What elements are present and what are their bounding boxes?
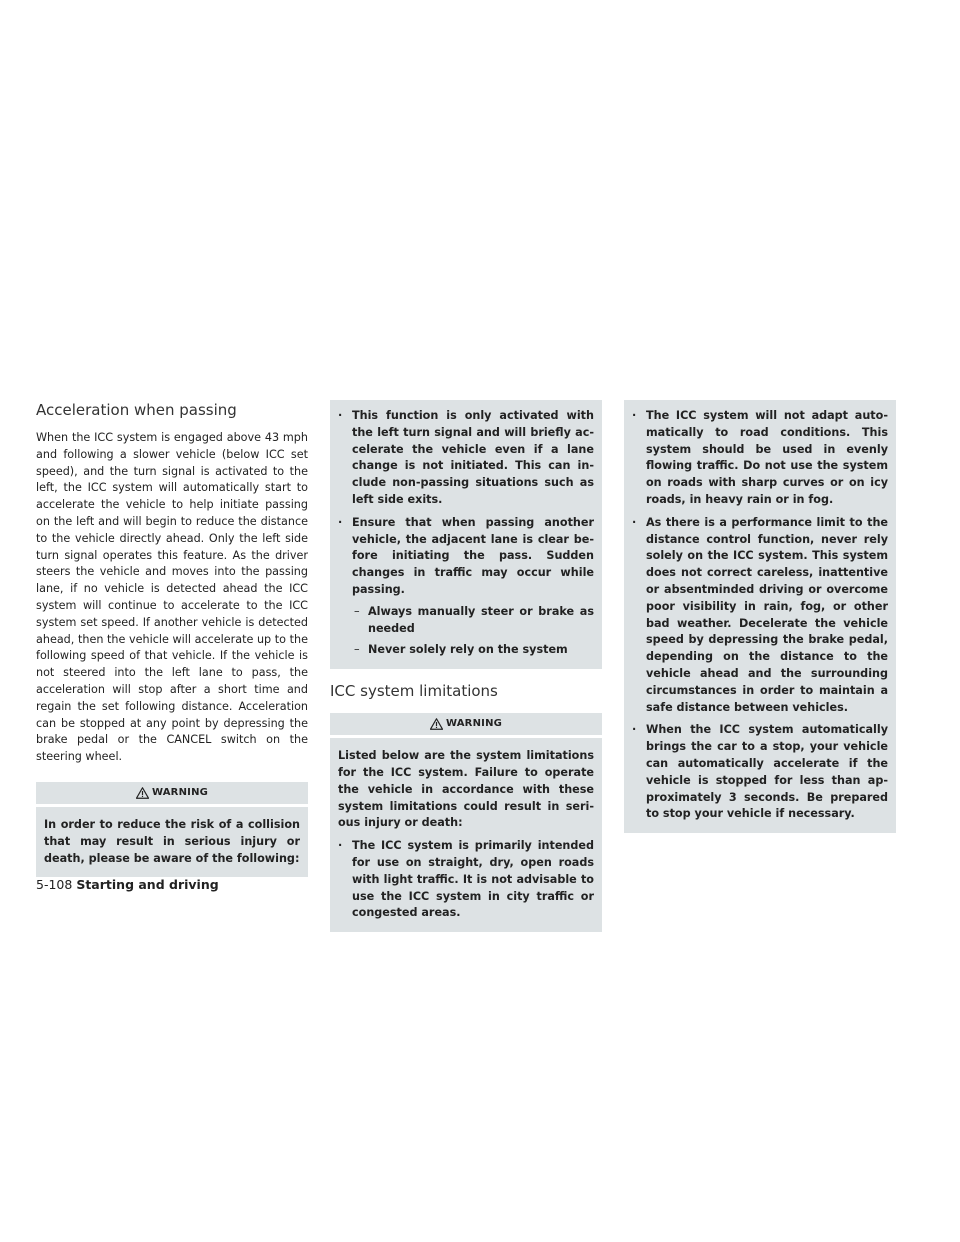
warning-body xyxy=(330,738,602,932)
column-right xyxy=(624,400,896,833)
warning-body xyxy=(330,400,602,669)
warning-bullet-text: The ICC system will not adapt automatically to road conditions. This system should be used in evenly flowing traffic. Do not use the system on roads with sharp curves or on icy roads, in heavy rain or in fog. xyxy=(646,409,888,506)
warning-header xyxy=(330,713,602,738)
warning-bullet-text: Ensure that when passing another vehicle, the adjacent lane is clear before initiating the pass. Sudden changes in traffic may occur while passing. xyxy=(352,515,594,596)
warning-intro: Listed below are the system limitations for the ICC system. Failure to operate the vehicle in accordance with these system limitations could result in serious injury or death: xyxy=(338,749,594,830)
warning-bullet: · The ICC system is primarily intended for use on straight, dry, open roads with light traffic. It is not advisable to use the ICC system in city traffic or congested areas. xyxy=(338,839,594,920)
warning-sub-bullet-text: Never solely rely on the system xyxy=(368,643,568,657)
warning-box-passing xyxy=(36,782,308,877)
warning-body xyxy=(36,807,308,877)
warning-triangle-icon xyxy=(430,718,443,730)
column-left xyxy=(36,400,308,877)
warning-sub-bullet-text: Always manually steer or brake as needed xyxy=(368,604,594,635)
warning-bullet: · The ICC system will not adapt automatically to road conditions. This system should be used in evenly flowing traffic. Do not use the system on roads with sharp curves or on icy roads, in heavy rain or in fog. xyxy=(632,409,888,506)
warning-header xyxy=(36,782,308,807)
warning-bullet: · This function is only activated with the left turn signal and will briefly accelerate the vehicle even if a lane change is not initiated. This can include non-passing situations such as left side exits. xyxy=(338,409,594,506)
warning-sub-bullet: – Never solely rely on the system xyxy=(354,643,568,657)
page-number: 5-108 xyxy=(36,877,73,892)
warning-body xyxy=(624,400,896,833)
warning-intro: In order to reduce the risk of a collision that may result in serious injury or death, please be aware of the following: xyxy=(44,817,300,865)
chapter-title: Starting and driving xyxy=(76,877,219,892)
warning-triangle-icon xyxy=(136,787,149,799)
column-middle xyxy=(330,400,602,932)
section-body-acceleration: When the ICC system is engaged above 43 mph and following a slower vehicle (below ICC set speed), and the turn signal is activated to the left, the ICC system will automatically start to accelerate the vehicle to help initiate passing on the left and will begin to reduce the distance to the vehicle directly ahead. Only the left side turn signal operates this feature. As the driver steers the vehicle and moves into the passing lane, if no vehicle is detected ahead the ICC system will continue to accelerate to the ICC system set speed. If another vehicle is detected ahead, then the vehicle will accelerate up to the following speed of that vehicle. If the vehicle is not steered into the left lane to pass, the acceleration will stop after a short time and regain the set following distance. Acceleration can be stopped at any point by depressing the brake pedal or the CANCEL switch on the steering wheel. xyxy=(36,431,308,764)
section-heading-limitations: ICC system limitations xyxy=(330,682,498,701)
warning-label: WARNING xyxy=(151,786,209,798)
warning-bullet-text: The ICC system is primarily intended for use on straight, dry, open roads with light traffic. It is not advisable to use the ICC system in city traffic or congested areas. xyxy=(352,839,594,920)
warning-box-limitations xyxy=(330,713,602,932)
warning-label: WARNING xyxy=(445,717,503,729)
warning-bullet-text: When the ICC system automatically brings the car to a stop, your vehicle can automatically accelerate if the vehicle is stopped for less than approximately 3 seconds. Be prepared to stop your vehicle if necessary. xyxy=(646,723,888,821)
section-heading-acceleration: Acceleration when passing xyxy=(36,401,237,419)
warning-bullet: · Ensure that when passing another vehicle, the adjacent lane is clear before initiating the pass. Sudden changes in traffic may occur while passing. xyxy=(338,515,594,596)
page-footer xyxy=(36,877,219,893)
warning-box-limitations-continued xyxy=(624,400,896,833)
warning-bullet-text: As there is a performance limit to the distance control function, never rely solely on the ICC system. This system does not correct careless, inattentive or absentminded driving or overcome poor visibility in rain, fog, or other bad weather. Decelerate the vehicle speed by depressing the brake pedal, depending on the distance to the vehicle ahead and the surrounding circumstances in order to maintain a safe distance between vehicles. xyxy=(646,515,888,714)
warning-bullet: · As there is a performance limit to the distance control function, never rely solely on the ICC system. This system does not correct careless, inattentive or absentminded driving or overcome poor visibility in rain, fog, or other bad weather. Decelerate the vehicle speed by depressing the brake pedal, depending on the distance to the vehicle ahead and the surrounding circumstances in order to maintain a safe distance between vehicles. xyxy=(632,515,888,714)
warning-sub-bullet: – Always manually steer or brake as needed xyxy=(354,604,594,635)
warning-bullet: · When the ICC system automatically brings the car to a stop, your vehicle can automatically accelerate if the vehicle is stopped for less than approximately 3 seconds. Be prepared to stop your vehicle if necessary. xyxy=(632,723,888,821)
warning-bullet-text: This function is only activated with the left turn signal and will briefly accelerate the vehicle even if a lane change is not initiated. This can include non-passing situations such as left side exits. xyxy=(352,409,594,506)
warning-box-passing-continued xyxy=(330,400,602,669)
